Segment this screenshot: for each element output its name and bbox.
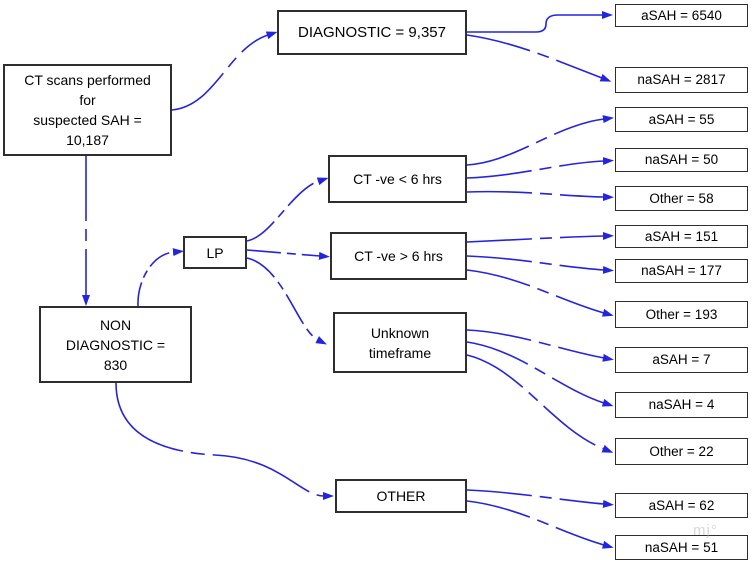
edge-other-asah [467, 490, 604, 504]
node-label: aSAH = 7 [652, 352, 711, 367]
node-diag-asah [615, 4, 748, 27]
edge-ctgt6-asah [467, 236, 604, 242]
node-label: aSAH = 55 [648, 111, 715, 127]
node-line: Unknown [370, 324, 430, 341]
edge-lp-ctlt6 [247, 181, 319, 241]
journal-watermark: mj° [693, 522, 718, 539]
node-label: LP [206, 244, 224, 261]
node-line: 830 [103, 356, 128, 373]
node-gt6-other [615, 301, 748, 328]
node-unk-nasah [615, 392, 748, 418]
node-label: naSAH = 2817 [637, 72, 726, 87]
node-line: DIAGNOSTIC = [65, 336, 166, 353]
node-label: aSAH = 62 [648, 497, 715, 513]
node-label: aSAH = 6540 [641, 7, 722, 23]
edge-diagnostic-nasah [467, 35, 602, 78]
edge-diagnostic-asah [467, 15, 603, 32]
node-unknown-timeframe [333, 312, 467, 373]
node-oth-nasah [615, 535, 748, 560]
edge-ctgt6-nasah [467, 256, 604, 270]
edge-unknown-asah [467, 330, 604, 358]
edge-ctlt6-other [467, 192, 604, 197]
node-label: naSAH = 51 [644, 539, 719, 555]
edge-nondiagnostic-other [116, 383, 324, 496]
node-unk-asah [615, 347, 748, 373]
edge-root-diagnostic [172, 35, 268, 110]
node-non-diagnostic [39, 306, 192, 383]
edge-ctlt6-asah [467, 119, 604, 165]
node-label: naSAH = 50 [644, 152, 719, 167]
node-other [335, 479, 467, 513]
node-line: for [79, 92, 96, 108]
node-diag-nasah [615, 67, 748, 93]
node-ct-scans-root [3, 64, 172, 156]
node-label: Other = 22 [649, 443, 714, 459]
edge-other-nasah [467, 501, 604, 545]
node-ct-negative-lt-6hrs [328, 155, 467, 203]
node-line: suspected SAH = [33, 112, 142, 128]
node-oth-asah [615, 493, 748, 518]
node-label: CT -ve < 6 hrs [353, 171, 442, 187]
node-unk-other [615, 438, 748, 465]
node-label: naSAH = 177 [641, 263, 722, 278]
node-label: OTHER [376, 488, 426, 504]
node-lt6-other [615, 186, 748, 211]
node-line: NON [99, 316, 132, 333]
node-lp [183, 236, 247, 269]
node-gt6-nasah [615, 259, 748, 283]
edge-ctgt6-other [467, 270, 604, 313]
edge-nondiagnostic-lp [138, 252, 174, 306]
edge-lp-unknown [247, 258, 318, 340]
node-diagnostic [277, 10, 467, 55]
node-label: Other = 193 [645, 306, 718, 322]
node-line: timeframe [368, 344, 432, 361]
node-lt6-asah [615, 107, 748, 132]
node-label: Other = 58 [649, 190, 714, 206]
edge-ctlt6-nasah [467, 161, 604, 178]
node-ct-negative-gt-6hrs [330, 232, 467, 280]
node-label: aSAH = 151 [644, 228, 719, 244]
node-lt6-nasah [615, 148, 748, 172]
node-label: naSAH = 4 [648, 397, 715, 412]
node-line: CT scans performed [24, 72, 151, 88]
node-gt6-asah [615, 225, 748, 248]
node-label: CT -ve > 6 hrs [354, 248, 443, 264]
edge-lp-ctgt6 [247, 250, 320, 256]
edge-unknown-nasah [467, 342, 604, 403]
node-line: 10,187 [66, 132, 109, 148]
node-label: DIAGNOSTIC = 9,357 [298, 23, 446, 41]
